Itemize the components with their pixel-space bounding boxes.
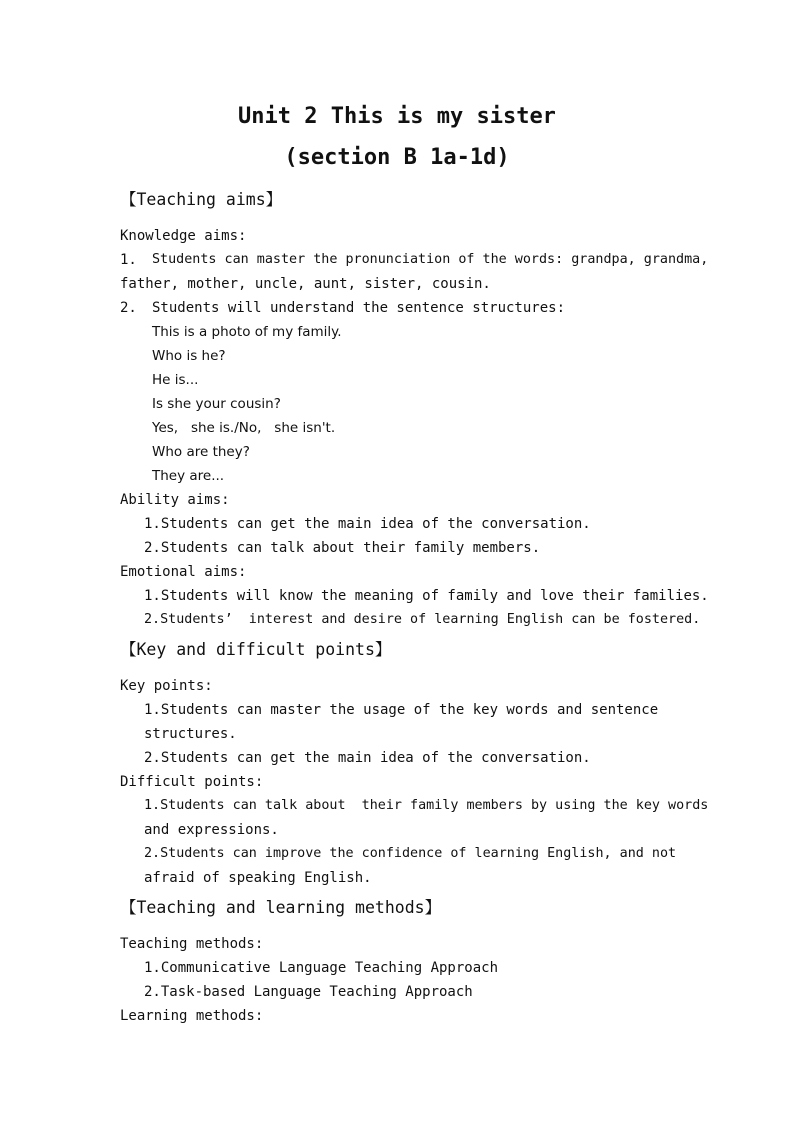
sentence-structure-3: He is... — [152, 372, 199, 388]
sentence-structure-1: This is a photo of my family. — [152, 324, 342, 340]
key-point-1-line1: 1.Students can master the usage of the key words and sentence — [144, 702, 659, 718]
knowledge-item-2-text: Students will understand the sentence structures: — [152, 300, 566, 316]
sentence-structure-6: Who are they? — [152, 444, 250, 460]
section-heading-teaching-aims: 【Teaching aims】 — [120, 190, 283, 209]
sentence-structure-7: They are... — [152, 468, 225, 484]
doc-subtitle: (section B 1a-1d) — [284, 145, 510, 170]
section-heading-key-difficult-points: 【Key and difficult points】 — [120, 640, 392, 659]
teaching-methods-label: Teaching methods: — [120, 936, 264, 952]
doc-title: Unit 2 This is my sister — [238, 104, 556, 129]
key-points-label: Key points: — [120, 678, 213, 694]
sentence-structure-2: Who is he? — [152, 348, 226, 364]
emotional-item-1: 1.Students will know the meaning of family and love their families. — [144, 588, 709, 604]
knowledge-item-1-number: 1. — [120, 252, 137, 268]
difficult-points-label: Difficult points: — [120, 774, 264, 790]
knowledge-item-1-line2: father, mother, uncle, aunt, sister, cousin. — [120, 276, 491, 292]
ability-aims-label: Ability aims: — [120, 492, 230, 508]
difficult-point-2-line2: afraid of speaking English. — [144, 870, 372, 886]
emotional-item-2: 2.Students’ interest and desire of learning English can be fostered. — [144, 612, 701, 627]
difficult-point-1-line1: 1.Students can talk about their family members by using the key words — [144, 798, 709, 813]
teaching-method-1: 1.Communicative Language Teaching Approach — [144, 960, 499, 976]
teaching-method-2: 2.Task-based Language Teaching Approach — [144, 984, 473, 1000]
learning-methods-label: Learning methods: — [120, 1008, 264, 1024]
knowledge-aims-label: Knowledge aims: — [120, 228, 247, 244]
key-point-2: 2.Students can get the main idea of the conversation. — [144, 750, 591, 766]
difficult-point-1-line2: and expressions. — [144, 822, 279, 838]
key-point-1-line2: structures. — [144, 726, 237, 742]
sentence-structure-4: Is she your cousin? — [152, 396, 281, 412]
knowledge-item-2-number: 2. — [120, 300, 137, 316]
section-heading-methods: 【Teaching and learning methods】 — [120, 898, 442, 917]
knowledge-item-1-line1: Students can master the pronunciation of the words: grandpa, grandma, — [152, 252, 709, 267]
difficult-point-2-line1: 2.Students can improve the confidence of learning English, and not — [144, 846, 677, 861]
ability-item-1: 1.Students can get the main idea of the conversation. — [144, 516, 591, 532]
sentence-structure-5: Yes, she is./No, she isn't. — [152, 420, 336, 436]
ability-item-2: 2.Students can talk about their family members. — [144, 540, 541, 556]
emotional-aims-label: Emotional aims: — [120, 564, 247, 580]
